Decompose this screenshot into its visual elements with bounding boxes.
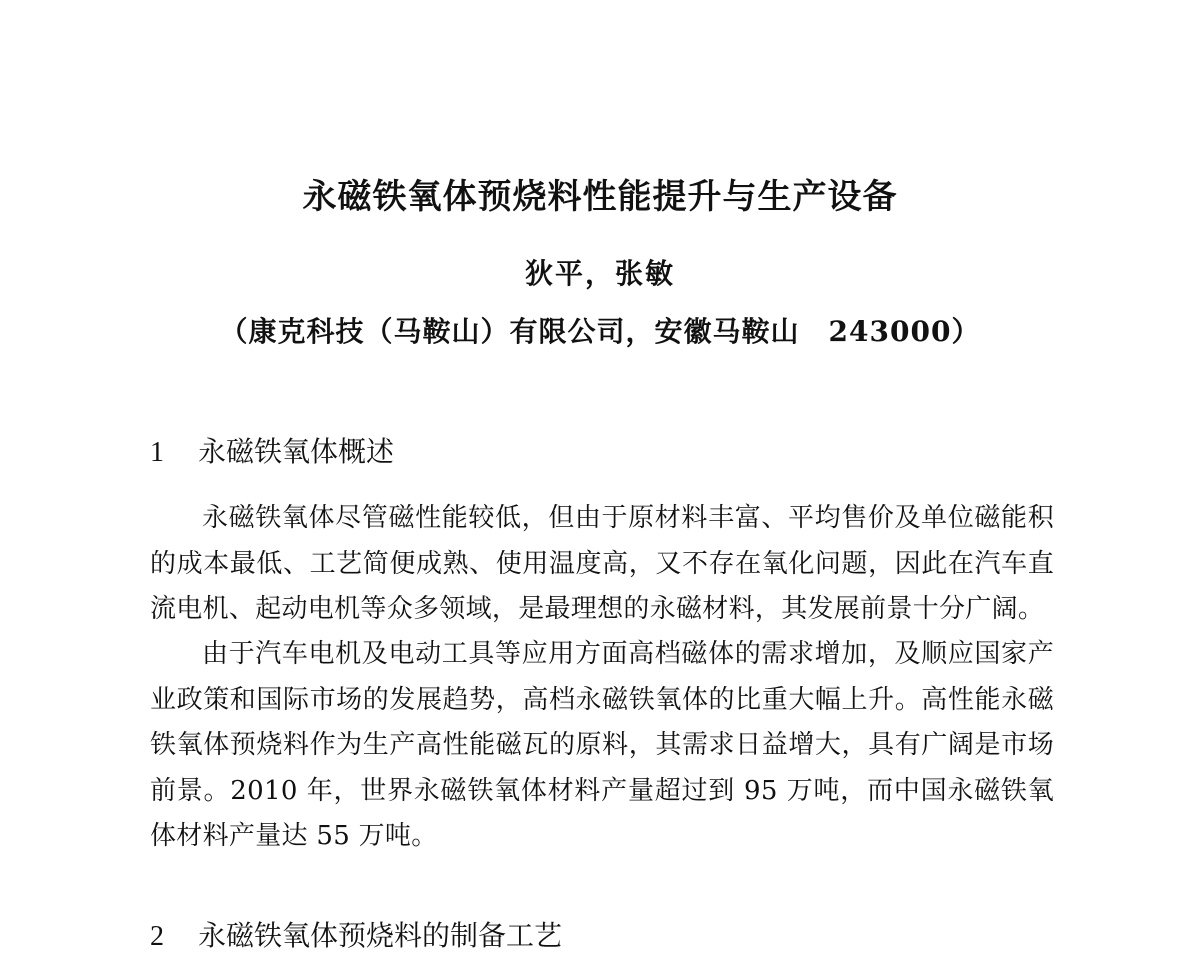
section-1-paragraph-2: 由于汽车电机及电动工具等应用方面高档磁体的需求增加，及顺应国家产业政策和国际市场的发展趋势，高档永磁铁氧体的比重大幅上升。高性能永磁铁氧体预烧料作为生产高性能磁瓦的原料，其需求日益增大，具有广阔是市场前景。2010 年，世界永磁铁氧体材料产量超过到 95 万吨，而中国永磁铁氧体材料产量达 55 万吨。: [150, 639, 1054, 851]
paper-authors: 狄平，张敏: [524, 257, 675, 290]
paper-title: 永磁铁氧体预烧料性能提升与生产设备: [302, 177, 898, 217]
section-number: 2: [150, 921, 164, 952]
section-heading-1: [150, 430, 394, 475]
section-title: 永磁铁氧体概述: [198, 435, 395, 468]
section-number: 1: [150, 437, 164, 468]
section-title: 永磁铁氧体预烧料的制备工艺: [198, 919, 563, 952]
section-heading-2: [150, 914, 562, 959]
section-1-paragraph-1: 永磁铁氧体尽管磁性能较低，但由于原材料丰富、平均售价及单位磁能积的成本最低、工艺简便成熟、使用温度高，又不存在氧化问题，因此在汽车直流电机、起动电机等众多领域，是最理想的永磁材料，其发展前景十分广阔。: [150, 503, 1054, 624]
paper-affiliation: （康克科技（马鞍山）有限公司，安徽马鞍山 243000）: [219, 315, 981, 348]
